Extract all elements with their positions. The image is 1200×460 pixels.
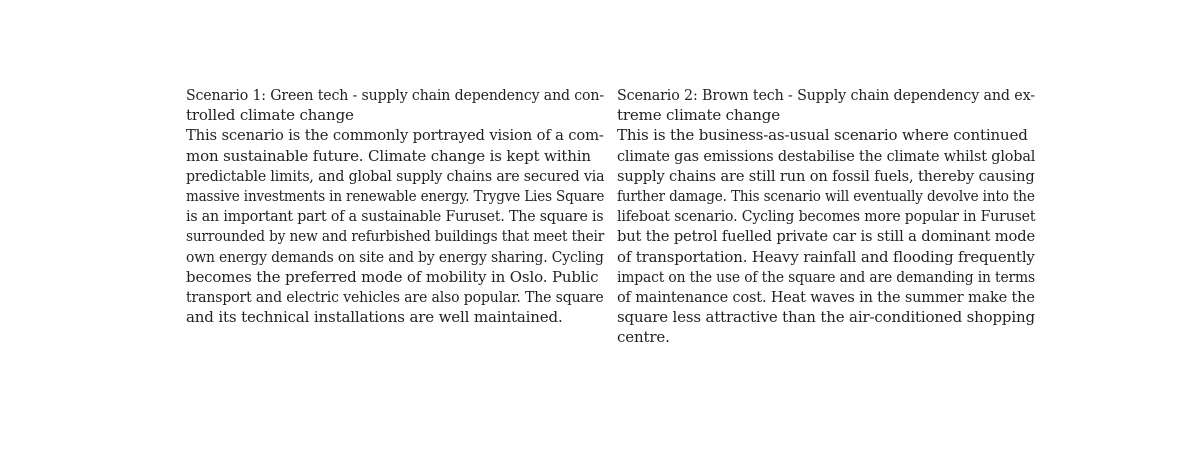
body-line: own energy demands on site and by energy sharing. Cycling <box>186 247 604 266</box>
body-line: lifeboat scenario. Cycling becomes more popular in Furuset <box>617 207 1036 226</box>
scenario-1-heading <box>186 85 604 125</box>
body-line: climate gas emissions destabilise the climate whilst global <box>617 146 1036 165</box>
scenario-2-body <box>617 125 1035 347</box>
heading-line: Scenario 2: Brown tech - Supply chain dependency and ex- <box>617 86 1035 104</box>
body-line: is an important part of a sustainable Furuset. The square is <box>186 207 604 226</box>
body-line: centre. <box>617 328 670 347</box>
body-line: predictable limits, and global supply chains are secured via <box>186 166 605 185</box>
body-line: This is the business-as-usual scenario where continued <box>617 126 1028 145</box>
body-line: impact on the use of the square and are demanding in terms <box>617 267 1035 286</box>
heading-line: trolled climate change <box>186 106 354 125</box>
scenario-2-column <box>617 85 1035 348</box>
heading-line: Scenario 1: Green tech - supply chain dependency and con- <box>186 86 604 104</box>
body-line: surrounded by new and refurbished buildings that meet their <box>186 227 605 246</box>
scenario-1-body <box>186 125 604 327</box>
body-line: massive investments in renewable energy. Trygve Lies Square <box>186 187 605 206</box>
scenario-2-heading <box>617 85 1035 125</box>
body-line: This scenario is the commonly portrayed vision of a com- <box>186 126 604 145</box>
body-line: of transportation. Heavy rainfall and flooding frequently <box>617 247 1035 266</box>
body-line: but the petrol fuelled private car is still a dominant mode <box>617 227 1035 246</box>
body-line: becomes the preferred mode of mobility in Oslo. Public <box>186 267 599 286</box>
body-line: and its technical installations are well maintained. <box>186 308 563 327</box>
body-line: supply chains are still run on fossil fuels, thereby causing <box>617 166 1035 185</box>
body-line: mon sustainable future. Climate change is kept within <box>186 146 591 165</box>
body-line: transport and electric vehicles are also popular. The square <box>186 288 604 307</box>
body-line: square less attractive than the air-conditioned shopping <box>617 308 1035 327</box>
heading-line: treme climate change <box>617 106 780 125</box>
body-line: of maintenance cost. Heat waves in the summer make the <box>617 288 1035 307</box>
body-line: further damage. This scenario will eventually devolve into the <box>617 187 1035 206</box>
scenario-1-column <box>186 85 604 327</box>
